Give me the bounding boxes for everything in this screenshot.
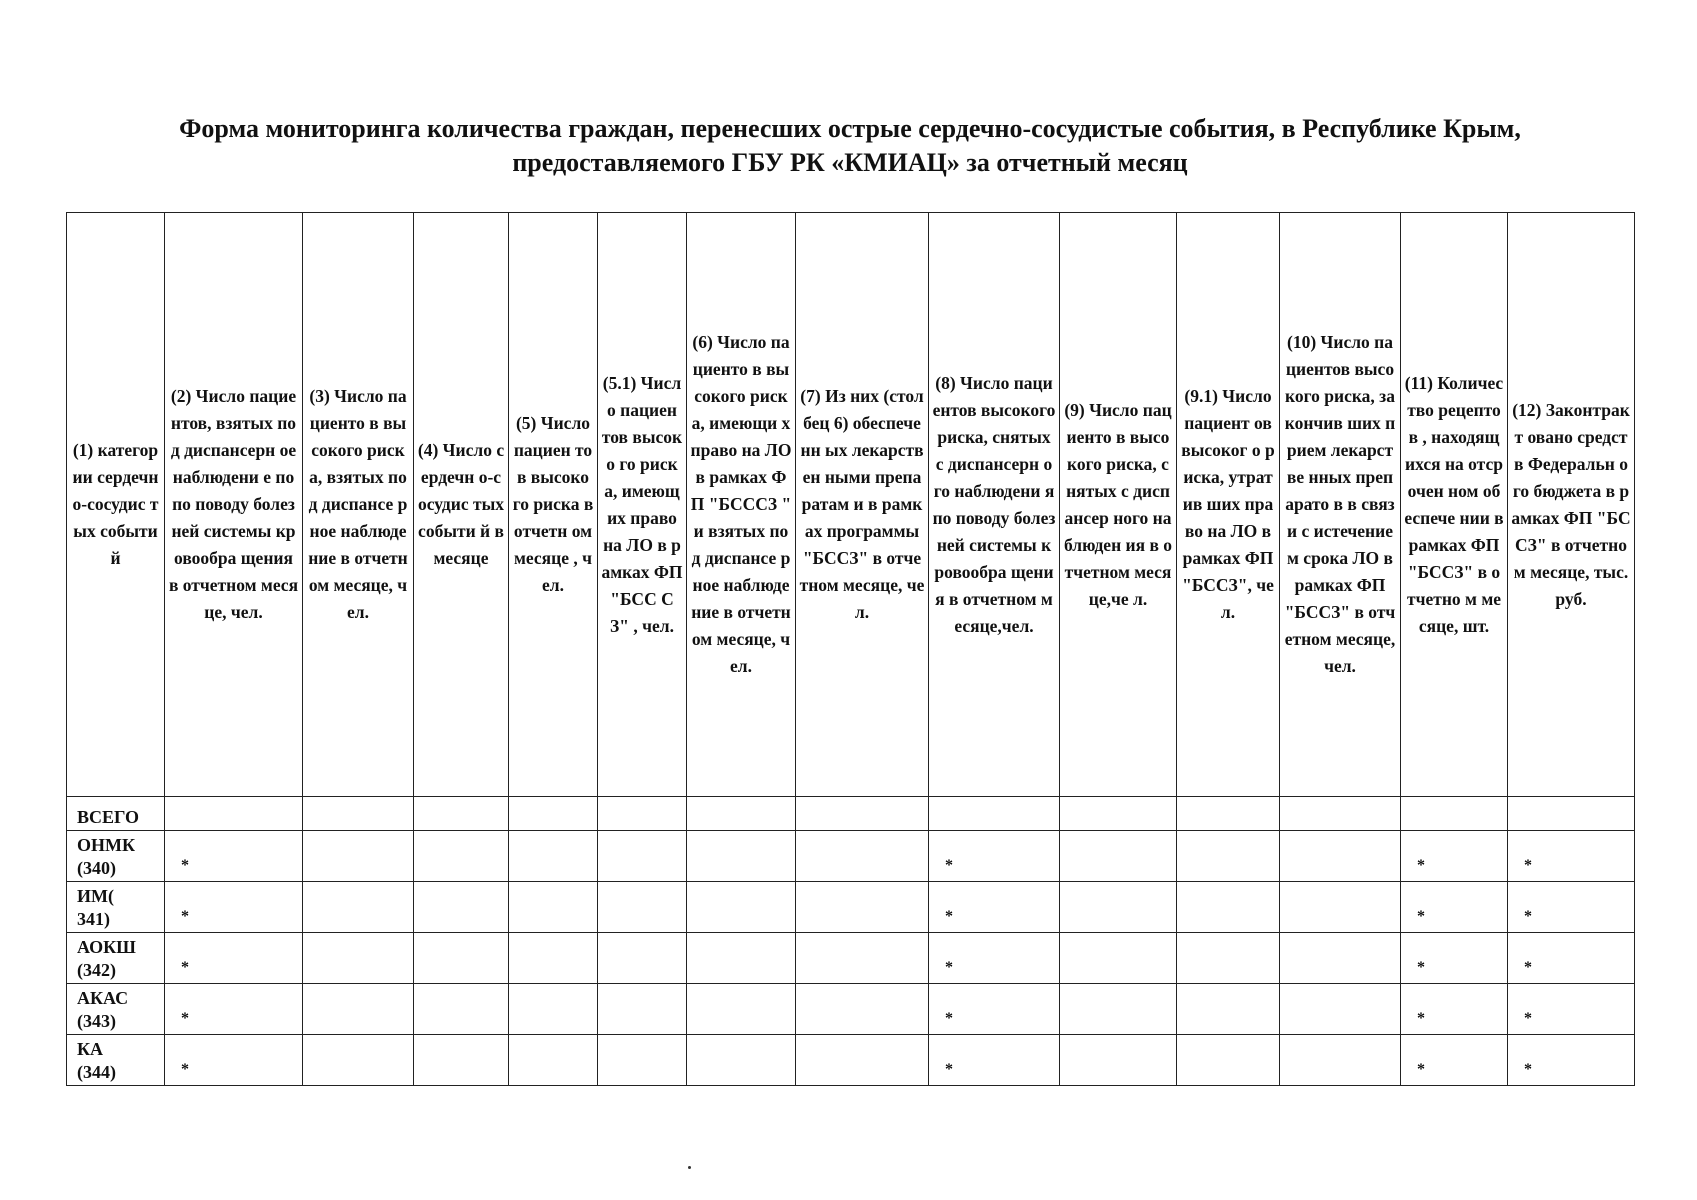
category-code: (344) (77, 1062, 116, 1082)
table-cell: * (929, 933, 1060, 984)
category-code: (343) (77, 1011, 116, 1031)
table-cell: * (1401, 831, 1508, 882)
document-title (60, 112, 1640, 180)
category-label (67, 882, 165, 933)
table-cell (414, 831, 509, 882)
title-line-1: Форма мониторинга количества граждан, перенесших острые сердечно-сосудистые события, в Республике Крым, (179, 114, 1521, 143)
category-label (67, 831, 165, 882)
table-cell (1060, 882, 1177, 933)
table-row (67, 933, 1635, 984)
table-cell (1401, 797, 1508, 831)
table-cell (1177, 797, 1280, 831)
table-cell (796, 984, 929, 1035)
table-cell (598, 984, 687, 1035)
table-cell (1060, 1035, 1177, 1086)
table-cell (303, 933, 414, 984)
table-cell (796, 933, 929, 984)
header-col-1: (1) категор ии сердечн о-сосудис тых событи й (67, 213, 165, 797)
table-cell (414, 797, 509, 831)
table-cell: * (929, 984, 1060, 1035)
monitoring-form-table (66, 212, 1635, 1086)
table-cell: * (165, 984, 303, 1035)
table-cell (1177, 984, 1280, 1035)
table-cell: * (929, 882, 1060, 933)
title-line-2: предоставляемого ГБУ РК «КМИАЦ» за отчетный месяц (512, 148, 1188, 177)
header-row (67, 213, 1635, 797)
table-cell: * (1401, 1035, 1508, 1086)
header-col-8: (8) Число пациентов высокого риска, снятых с диспансерн ого наблюдени я по поводу болезней системы кровообра щения в отчетном месяце,чел. (929, 213, 1060, 797)
table-cell (1060, 984, 1177, 1035)
table-row (67, 831, 1635, 882)
table-cell: * (165, 1035, 303, 1086)
table-cell (303, 882, 414, 933)
table-cell (929, 797, 1060, 831)
table-cell: * (1508, 1035, 1635, 1086)
table-row (67, 882, 1635, 933)
table-cell (1508, 797, 1635, 831)
table-cell (1280, 831, 1401, 882)
table-cell (509, 831, 598, 882)
category-label (67, 933, 165, 984)
table-cell (598, 1035, 687, 1086)
table-cell (796, 831, 929, 882)
table-cell (303, 797, 414, 831)
table-row-total (67, 797, 1635, 831)
category-name: КА (77, 1039, 104, 1059)
total-label: ВСЕГО (67, 797, 165, 831)
table-cell: * (165, 831, 303, 882)
header-col-12: (12) Законтракт овано средств Федеральн ого бюджета в рамках ФП "БССЗ" в отчетном месяце, тыс. руб. (1508, 213, 1635, 797)
table-cell (598, 933, 687, 984)
table-cell: * (1508, 984, 1635, 1035)
table-cell (414, 882, 509, 933)
table-cell (1177, 1035, 1280, 1086)
table-cell (598, 882, 687, 933)
header-col-9-1: (9.1) Число пациент ов высоког о риска, утратив ших право на ЛО в рамках ФП "БССЗ", чел. (1177, 213, 1280, 797)
table-cell (509, 1035, 598, 1086)
header-col-10: (10) Число пациентов высокого риска, закончив ших прием лекарстве нных препарато в в связи с истечение м срока ЛО в рамках ФП "БССЗ" в отчетном месяце, чел. (1280, 213, 1401, 797)
table-row (67, 984, 1635, 1035)
table-cell: * (165, 933, 303, 984)
category-code: (340) (77, 858, 116, 878)
table-cell (1280, 1035, 1401, 1086)
table-cell: * (1508, 933, 1635, 984)
table-cell (303, 1035, 414, 1086)
category-name: АКАС (77, 988, 129, 1008)
table-cell: * (165, 882, 303, 933)
header-col-7: (7) Из них (столбец 6) обеспеченн ых лекарствен ными препаратам и в рамках программы "БССЗ" в отчетном месяце, чел. (796, 213, 929, 797)
header-col-6: (6) Число пациенто в высокого риска, имеющи х право на ЛО в рамках ФП "БСССЗ " и взятых под диспансе рное наблюде ние в отчетном месяце, чел. (687, 213, 796, 797)
stray-mark (688, 1166, 691, 1169)
table-cell: * (1401, 933, 1508, 984)
table-cell: * (1401, 984, 1508, 1035)
table-cell (1060, 933, 1177, 984)
table-cell (1280, 797, 1401, 831)
table-cell (303, 984, 414, 1035)
table-cell: * (1508, 882, 1635, 933)
table-cell: * (1508, 831, 1635, 882)
table-cell (414, 933, 509, 984)
table-cell (1060, 831, 1177, 882)
table-row (67, 1035, 1635, 1086)
table-cell (687, 797, 796, 831)
table-cell (687, 831, 796, 882)
table-cell (509, 882, 598, 933)
header-col-11: (11) Количес тво рецептов , находящ ихся на отсрочен ном обеспече нии в рамках ФП "БССЗ" в отчетно м месяце, шт. (1401, 213, 1508, 797)
table-cell (796, 882, 929, 933)
category-code: (342) (77, 960, 116, 980)
table-cell (414, 984, 509, 1035)
header-col-5-1: (5.1) Число пациен тов высоко го риска, имеющ их право на ЛО в рамках ФП "БСС СЗ" , чел. (598, 213, 687, 797)
table-cell (1177, 933, 1280, 984)
table-cell (796, 1035, 929, 1086)
table-cell (165, 797, 303, 831)
category-name: ИМ( (77, 886, 114, 906)
table-cell: * (1401, 882, 1508, 933)
table-cell (598, 797, 687, 831)
table-cell (687, 984, 796, 1035)
table-cell (687, 933, 796, 984)
category-name: ОНМК (77, 835, 136, 855)
table-cell (796, 797, 929, 831)
category-label (67, 1035, 165, 1086)
category-name: АОКШ (77, 937, 136, 957)
table-cell (509, 797, 598, 831)
table-cell (1280, 882, 1401, 933)
table-cell (1060, 797, 1177, 831)
table-cell (303, 831, 414, 882)
table-cell: * (929, 831, 1060, 882)
table-cell: * (929, 1035, 1060, 1086)
table-cell (509, 984, 598, 1035)
table-cell (1280, 933, 1401, 984)
header-col-9: (9) Число пациенто в высокого риска, снятых с диспансер ного наблюден ия в отчетном месяце,че л. (1060, 213, 1177, 797)
table-cell (1177, 831, 1280, 882)
table-cell (1177, 882, 1280, 933)
header-col-2: (2) Число пациентов, взятых под диспансерн ое наблюдени е по по поводу болезней системы кровообра щения в отчетном месяце, чел. (165, 213, 303, 797)
header-col-5: (5) Число пациен тов высоко го риска в отчетн ом месяце , чел. (509, 213, 598, 797)
category-code: 341) (77, 909, 110, 929)
header-col-4: (4) Число сердечн о-сосудис тых событи й в месяце (414, 213, 509, 797)
table-cell (687, 882, 796, 933)
table-cell (509, 933, 598, 984)
table-cell (598, 831, 687, 882)
header-col-3: (3) Число пациенто в высокого риска, взятых под диспансе рное наблюде ние в отчетном месяце, чел. (303, 213, 414, 797)
table-cell (687, 1035, 796, 1086)
category-label (67, 984, 165, 1035)
table-cell (1280, 984, 1401, 1035)
table-cell (414, 1035, 509, 1086)
